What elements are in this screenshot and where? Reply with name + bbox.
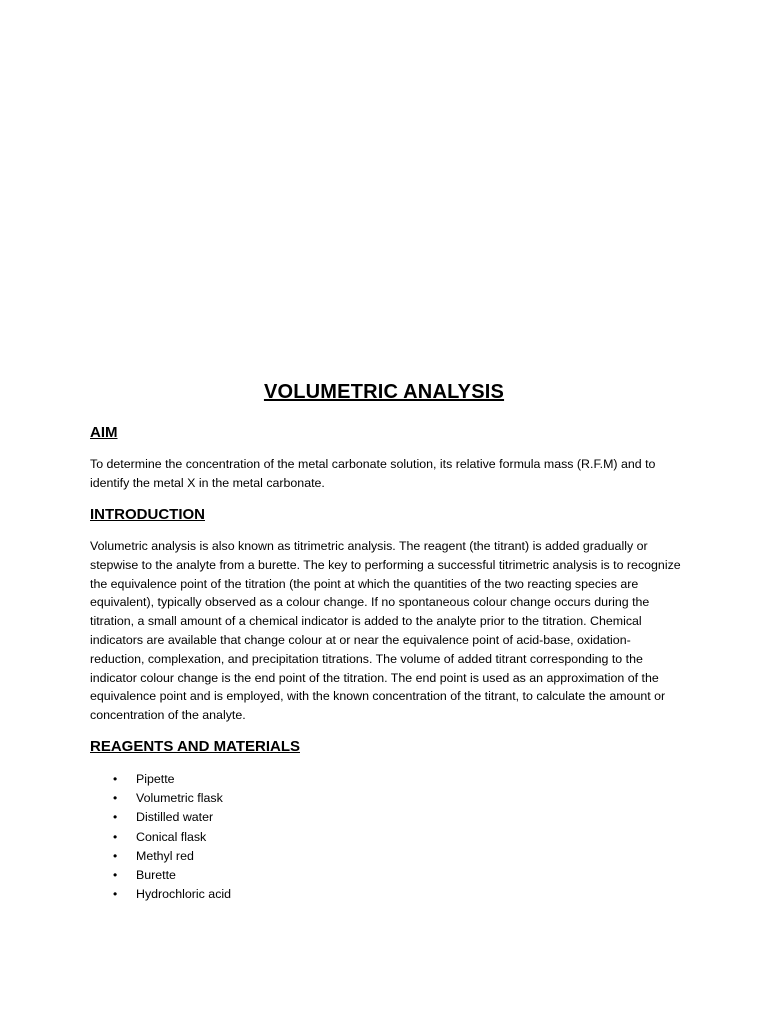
list-item-label: Pipette — [136, 772, 175, 786]
reagents-list — [90, 770, 231, 904]
introduction-text: Volumetric analysis is also known as titrimetric analysis. The reagent (the titrant) is added gradually or stepwise to the analyte from a burette. The key to performing a successful titrimetric analysis is to recognize the equivalence point of the titration (the point at which the quantities of the two reacting species are equivalent), typically observed as a colour change. If no spontaneous colour change occurs during the titration, a small amount of a chemical indicator is added to the analyte prior to the titration. Chemical indicators are available that change colour at or near the equivalence point of acid-base, oxidation-reduction, complexation, and precipitation titrations. The volume of added titrant corresponding to the indicator colour change is the end point of the titration. The end point is used as an approximation of the equivalence point and is employed, with the known concentration of the titrant, to calculate the amount or concentration of the analyte. — [90, 539, 681, 723]
bullet-icon: • — [113, 810, 118, 825]
list-item-label: Hydrochloric acid — [136, 887, 232, 902]
bullet-icon: • — [113, 887, 118, 902]
list-item-label: Burette — [136, 867, 176, 882]
bullet-icon: • — [113, 867, 118, 882]
introduction-heading: INTRODUCTION — [90, 506, 205, 523]
bullet-icon: • — [113, 829, 118, 844]
list-item-label: Methyl red — [136, 848, 194, 863]
list-item — [90, 770, 231, 789]
page-title: VOLUMETRIC ANALYSIS — [263, 381, 505, 403]
list-item — [90, 866, 231, 885]
list-item — [90, 808, 231, 827]
aim-text: To determine the concentration of the metal carbonate solution, its relative formula mass (R.F.M) and to identify the metal X in the metal carbonate. — [90, 457, 656, 490]
list-item — [90, 828, 231, 847]
list-item — [90, 885, 231, 904]
reagents-heading: REAGENTS AND MATERIALS — [90, 738, 300, 755]
list-item-label: Distilled water — [136, 810, 214, 825]
list-item — [90, 789, 231, 808]
bullet-icon: • — [113, 848, 118, 863]
aim-heading: AIM — [90, 424, 118, 441]
list-item-label: Conical flask — [136, 829, 207, 844]
list-item — [90, 847, 231, 866]
list-item-label: Volumetric flask — [136, 791, 223, 806]
bullet-icon: • — [113, 791, 118, 806]
bullet-icon: • — [113, 772, 118, 786]
